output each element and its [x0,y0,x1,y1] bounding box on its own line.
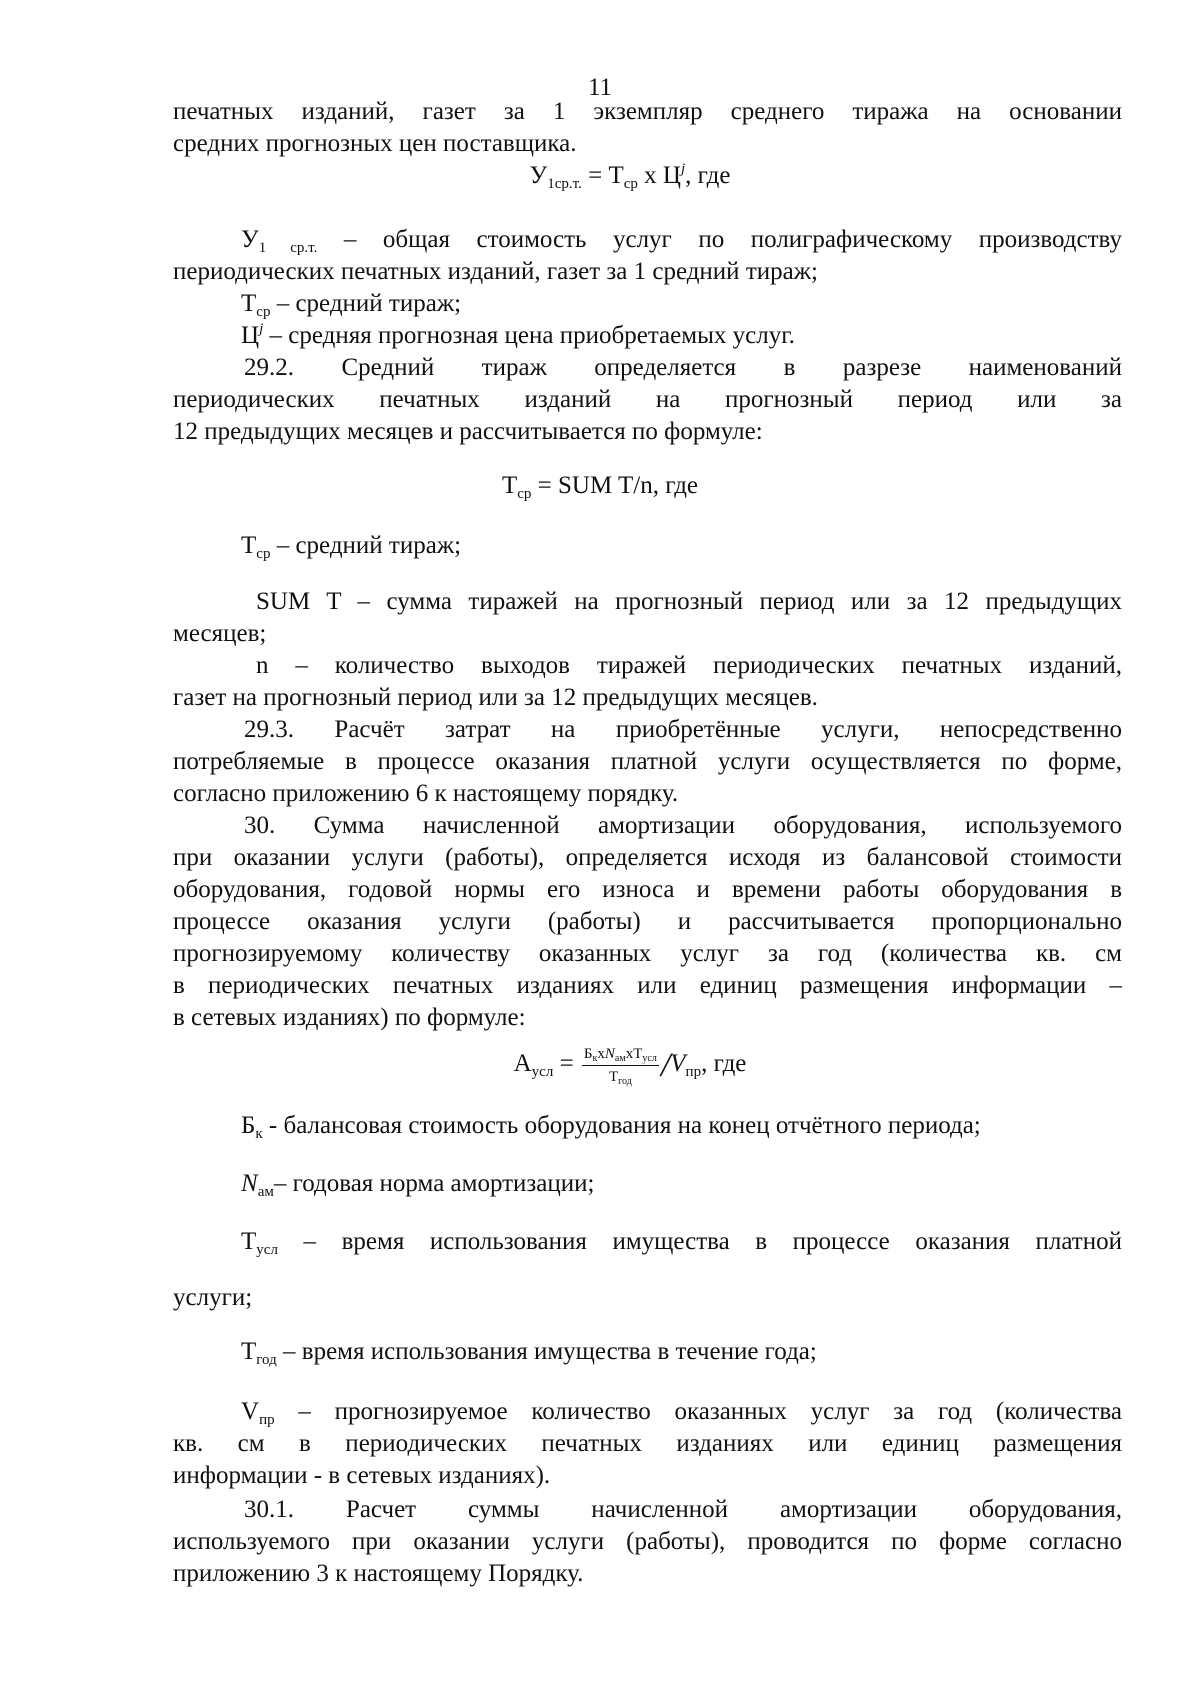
text-line: 29.2. Средний тираж определяется в разрезе наименований [244,354,1122,381]
formula-subscript: ср [623,176,638,192]
definition-u1 [173,224,1122,288]
definition-price [173,320,1122,352]
text-line: газет на прогнозный период или за 12 предыдущих месяцев. [173,684,818,711]
paragraph-30-1 [173,1494,1122,1590]
formula-symbol: А [513,1050,532,1077]
formula-subscript: 1ср.т. [547,176,582,192]
formula-subscript: усл [531,1064,554,1080]
formula-fraction [582,1045,659,1086]
paragraph-29-2 [173,352,1122,448]
formula-text: , где [701,1050,747,1077]
text-line: 12 предыдущих месяцев и рассчитывается по формуле: [173,418,763,445]
definition-vpr [173,1396,1122,1492]
paragraph-30 [173,810,1122,1034]
formula-superscript: j [680,161,686,177]
text-line: приложению 3 к настоящему Порядку. [173,1560,584,1587]
text-line: услуги; [173,1284,253,1311]
page-number: 11 [587,74,613,101]
text-line: 30. Сумма начисленной амортизации оборудования, используемого [244,812,1122,839]
text-line: используемого при оказании услуги (работы), проводится по форме согласно [173,1528,1122,1555]
formula-text: = Т [581,162,624,189]
text-line: потребляемые в процессе оказания платной услуги осуществляется по форме, [173,748,1122,775]
text-line: при оказании услуги (работы), определяется исходя из балансовой стоимости [173,844,1122,871]
formula-symbol: Т [501,472,518,499]
formula-text: , где [685,162,731,189]
definition-tgod [173,1336,1122,1368]
text-line: процессе оказания услуги (работы) и рассчитывается пропорционально [173,908,1122,935]
text-line: информации - в сетевых изданиях). [173,1462,551,1489]
text-line: $У_{1 ср.т.}$ – общая стоимость услуг по полиграфическому производству [241,226,1122,256]
formula-text: = [553,1050,580,1077]
formula-symbol: V [670,1050,686,1077]
definition-t-sr [173,288,1122,320]
text-line: $Т_{ср}$ – средний тираж; [241,290,462,320]
text-line: $Т_{усл}$ – время использования имущества в процессе оказания платной [241,1228,1122,1258]
text-line: согласно приложению 6 к настоящему порядку. [173,780,679,807]
text-line: в сетевых изданиях) по формуле: [173,1004,526,1031]
text-line: $Ц^j$ – средняя прогнозная цена приобретаемых услуг. [241,321,795,349]
formula-symbol: У [529,162,548,189]
formula-subscript: ср [517,486,532,502]
definition-nam [173,1168,1122,1200]
text-line: месяцев; [173,620,267,647]
text-line: прогнозируемому количеству оказанных услуг за год (количества кв. см [173,940,1122,967]
paragraph-29-3 [173,714,1122,810]
text-line: SUM T – сумма тиражей на прогнозный период или за 12 предыдущих [256,588,1122,615]
formula-cost-per-run [0,160,1200,192]
text-line: кв. см в периодических печатных изданиях или единиц размещения [173,1430,1122,1457]
definition-tusl [173,1226,1122,1314]
text-line: оборудования, годовой нормы его износа и времени работы оборудования в [173,876,1122,903]
paragraph-continuation [173,96,1122,160]
text-line: 30.1. Расчет суммы начисленной амортизации оборудования, [244,1496,1122,1523]
formula-text: х Ц [637,162,681,189]
definition-n [173,650,1122,714]
formula-amortization [0,1034,1200,1094]
text-line: периодических печатных изданий на прогнозный период или за [173,386,1122,413]
text-line: $Т_{год}$ – время использования имущества в течение года; [241,1338,817,1368]
definition-sum-t [173,586,1122,650]
formula-average-run [0,470,1200,502]
formula-slash: / [660,1046,671,1084]
fraction-denominator: $Т_{год}$ [608,1068,632,1087]
text-line: $N_{ам}-$ годовая норма амортизации; [241,1170,595,1200]
text-line: периодических печатных изданий, газет за 1 средний тираж; [173,258,818,285]
text-line: $Т_{ср}$ – средний тираж; [241,532,462,562]
definition-t-sr-2 [173,530,1122,562]
text-line: в периодических печатных изданиях или единиц размещения информации – [173,972,1122,999]
text-line: 29.3. Расчёт затрат на приобретённые услуги, непосредственно [244,716,1122,743]
text-line: $V_{пр}$ – прогнозируемое количество оказанных услуг за год (количества [241,1398,1122,1428]
text-line: средних прогнозных цен поставщика. [173,130,577,157]
definition-bk [173,1110,1122,1142]
fraction-numerator: $Б_кхN_{ам}хТ_{усл}$ [583,1045,657,1064]
text-line: n – количество выходов тиражей периодических печатных изданий, [256,652,1122,679]
text-line: печатных изданий, газет за 1 экземпляр среднего тиража на основании [173,98,1122,125]
formula-subscript: пр [685,1064,702,1080]
formula-text: = SUM T/n, где [531,472,699,499]
text-line: $Б_к$ - балансовая стоимость оборудования на конец отчётного периода; [241,1112,981,1142]
